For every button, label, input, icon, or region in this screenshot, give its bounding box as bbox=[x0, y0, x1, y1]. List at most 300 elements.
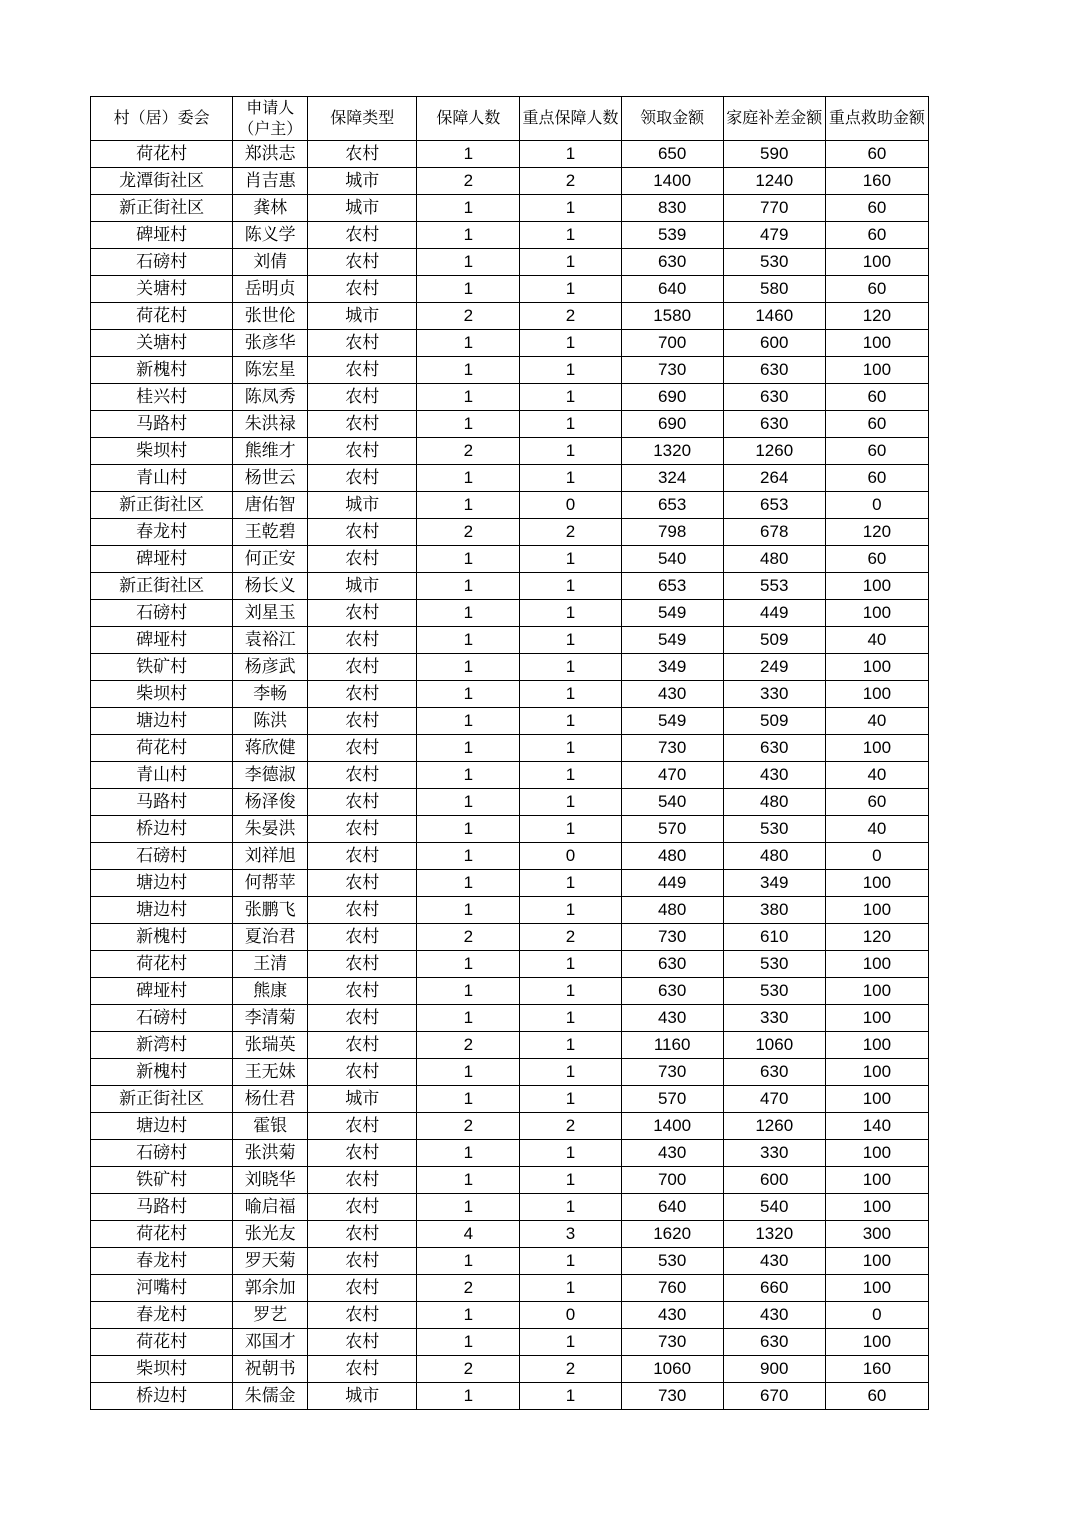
cell-relief: 100 bbox=[825, 1275, 928, 1302]
cell-persons: 1 bbox=[417, 492, 520, 519]
header-key-relief-amount: 重点救助金额 bbox=[825, 97, 928, 141]
table-row bbox=[91, 1113, 929, 1140]
cell-type: 城市 bbox=[308, 195, 417, 222]
cell-village: 铁矿村 bbox=[91, 1167, 233, 1194]
cell-persons: 2 bbox=[417, 924, 520, 951]
table-row bbox=[91, 411, 929, 438]
cell-supplement: 530 bbox=[723, 951, 825, 978]
cell-amount: 630 bbox=[621, 951, 723, 978]
cell-supplement: 430 bbox=[723, 1302, 825, 1329]
cell-applicant: 张洪菊 bbox=[233, 1140, 308, 1167]
cell-persons: 1 bbox=[417, 1329, 520, 1356]
cell-applicant: 邓国才 bbox=[233, 1329, 308, 1356]
cell-type: 农村 bbox=[308, 1248, 417, 1275]
cell-applicant: 罗天菊 bbox=[233, 1248, 308, 1275]
cell-applicant: 张鹏飞 bbox=[233, 897, 308, 924]
cell-relief: 100 bbox=[825, 1086, 928, 1113]
cell-applicant: 朱儒金 bbox=[233, 1383, 308, 1410]
cell-persons: 1 bbox=[417, 654, 520, 681]
cell-type: 农村 bbox=[308, 1005, 417, 1032]
cell-village: 关塘村 bbox=[91, 330, 233, 357]
cell-village: 关塘村 bbox=[91, 276, 233, 303]
header-amount-received: 领取金额 bbox=[621, 97, 723, 141]
cell-relief: 0 bbox=[825, 492, 928, 519]
cell-key-persons: 1 bbox=[520, 1248, 621, 1275]
cell-persons: 1 bbox=[417, 870, 520, 897]
cell-key-persons: 1 bbox=[520, 1383, 621, 1410]
cell-village: 荷花村 bbox=[91, 1221, 233, 1248]
cell-village: 石磅村 bbox=[91, 1140, 233, 1167]
cell-village: 塘边村 bbox=[91, 897, 233, 924]
cell-applicant: 罗艺 bbox=[233, 1302, 308, 1329]
cell-persons: 1 bbox=[417, 357, 520, 384]
cell-relief: 60 bbox=[825, 438, 928, 465]
cell-amount: 730 bbox=[621, 1383, 723, 1410]
table-row bbox=[91, 1302, 929, 1329]
cell-applicant: 李清菊 bbox=[233, 1005, 308, 1032]
cell-village: 新正街社区 bbox=[91, 195, 233, 222]
cell-relief: 100 bbox=[825, 870, 928, 897]
cell-relief: 100 bbox=[825, 681, 928, 708]
cell-type: 城市 bbox=[308, 492, 417, 519]
cell-applicant: 刘祥旭 bbox=[233, 843, 308, 870]
cell-relief: 140 bbox=[825, 1113, 928, 1140]
cell-key-persons: 1 bbox=[520, 141, 621, 168]
cell-applicant: 杨长义 bbox=[233, 573, 308, 600]
cell-amount: 1160 bbox=[621, 1032, 723, 1059]
cell-village: 河嘴村 bbox=[91, 1275, 233, 1302]
cell-village: 荷花村 bbox=[91, 951, 233, 978]
cell-amount: 730 bbox=[621, 1059, 723, 1086]
cell-applicant: 肖吉惠 bbox=[233, 168, 308, 195]
cell-amount: 430 bbox=[621, 1302, 723, 1329]
cell-relief: 40 bbox=[825, 627, 928, 654]
table-row bbox=[91, 627, 929, 654]
cell-type: 农村 bbox=[308, 1140, 417, 1167]
cell-persons: 1 bbox=[417, 1194, 520, 1221]
cell-persons: 2 bbox=[417, 438, 520, 465]
table-row bbox=[91, 1221, 929, 1248]
cell-type: 农村 bbox=[308, 1167, 417, 1194]
cell-applicant: 霍银 bbox=[233, 1113, 308, 1140]
cell-persons: 1 bbox=[417, 735, 520, 762]
cell-type: 城市 bbox=[308, 168, 417, 195]
table-row bbox=[91, 1032, 929, 1059]
cell-applicant: 岳明贞 bbox=[233, 276, 308, 303]
cell-applicant: 刘晓华 bbox=[233, 1167, 308, 1194]
table-row bbox=[91, 1059, 929, 1086]
cell-amount: 324 bbox=[621, 465, 723, 492]
cell-key-persons: 2 bbox=[520, 1356, 621, 1383]
cell-village: 青山村 bbox=[91, 465, 233, 492]
cell-key-persons: 1 bbox=[520, 330, 621, 357]
cell-amount: 570 bbox=[621, 816, 723, 843]
table-row bbox=[91, 1248, 929, 1275]
cell-persons: 2 bbox=[417, 303, 520, 330]
cell-key-persons: 1 bbox=[520, 1032, 621, 1059]
cell-amount: 690 bbox=[621, 384, 723, 411]
table-row bbox=[91, 1383, 929, 1410]
table-row bbox=[91, 465, 929, 492]
cell-type: 农村 bbox=[308, 1221, 417, 1248]
cell-supplement: 249 bbox=[723, 654, 825, 681]
cell-applicant: 刘倩 bbox=[233, 249, 308, 276]
cell-supplement: 530 bbox=[723, 816, 825, 843]
cell-amount: 570 bbox=[621, 1086, 723, 1113]
cell-amount: 480 bbox=[621, 897, 723, 924]
cell-persons: 1 bbox=[417, 1005, 520, 1032]
cell-relief: 100 bbox=[825, 1032, 928, 1059]
cell-applicant: 李畅 bbox=[233, 681, 308, 708]
cell-key-persons: 1 bbox=[520, 654, 621, 681]
cell-type: 农村 bbox=[308, 978, 417, 1005]
cell-type: 农村 bbox=[308, 249, 417, 276]
cell-type: 农村 bbox=[308, 411, 417, 438]
cell-relief: 100 bbox=[825, 249, 928, 276]
cell-supplement: 540 bbox=[723, 1194, 825, 1221]
cell-persons: 1 bbox=[417, 843, 520, 870]
cell-key-persons: 1 bbox=[520, 681, 621, 708]
cell-applicant: 陈义学 bbox=[233, 222, 308, 249]
cell-amount: 480 bbox=[621, 843, 723, 870]
cell-village: 桥边村 bbox=[91, 816, 233, 843]
cell-relief: 100 bbox=[825, 897, 928, 924]
table-row bbox=[91, 546, 929, 573]
cell-amount: 430 bbox=[621, 681, 723, 708]
cell-supplement: 480 bbox=[723, 789, 825, 816]
cell-amount: 830 bbox=[621, 195, 723, 222]
cell-key-persons: 1 bbox=[520, 546, 621, 573]
cell-supplement: 630 bbox=[723, 384, 825, 411]
cell-amount: 540 bbox=[621, 546, 723, 573]
cell-type: 城市 bbox=[308, 1383, 417, 1410]
cell-type: 农村 bbox=[308, 951, 417, 978]
table-row bbox=[91, 789, 929, 816]
cell-applicant: 王清 bbox=[233, 951, 308, 978]
cell-relief: 60 bbox=[825, 411, 928, 438]
table-row bbox=[91, 303, 929, 330]
cell-key-persons: 1 bbox=[520, 816, 621, 843]
cell-applicant: 陈宏星 bbox=[233, 357, 308, 384]
cell-village: 柴坝村 bbox=[91, 438, 233, 465]
cell-relief: 100 bbox=[825, 1059, 928, 1086]
cell-supplement: 480 bbox=[723, 546, 825, 573]
cell-supplement: 678 bbox=[723, 519, 825, 546]
cell-persons: 2 bbox=[417, 1032, 520, 1059]
cell-village: 荷花村 bbox=[91, 1329, 233, 1356]
cell-amount: 640 bbox=[621, 276, 723, 303]
cell-key-persons: 1 bbox=[520, 627, 621, 654]
cell-relief: 100 bbox=[825, 600, 928, 627]
cell-supplement: 264 bbox=[723, 465, 825, 492]
cell-relief: 40 bbox=[825, 762, 928, 789]
table-row bbox=[91, 1194, 929, 1221]
cell-key-persons: 0 bbox=[520, 492, 621, 519]
cell-amount: 730 bbox=[621, 924, 723, 951]
cell-persons: 1 bbox=[417, 1140, 520, 1167]
cell-persons: 1 bbox=[417, 627, 520, 654]
cell-persons: 1 bbox=[417, 465, 520, 492]
cell-amount: 449 bbox=[621, 870, 723, 897]
cell-amount: 1400 bbox=[621, 168, 723, 195]
cell-key-persons: 1 bbox=[520, 438, 621, 465]
cell-key-persons: 2 bbox=[520, 924, 621, 951]
cell-amount: 650 bbox=[621, 141, 723, 168]
cell-applicant: 张光友 bbox=[233, 1221, 308, 1248]
cell-amount: 549 bbox=[621, 708, 723, 735]
cell-supplement: 770 bbox=[723, 195, 825, 222]
cell-type: 农村 bbox=[308, 1356, 417, 1383]
cell-amount: 690 bbox=[621, 411, 723, 438]
cell-amount: 730 bbox=[621, 735, 723, 762]
cell-supplement: 1060 bbox=[723, 1032, 825, 1059]
cell-type: 城市 bbox=[308, 1086, 417, 1113]
cell-village: 新槐村 bbox=[91, 357, 233, 384]
cell-key-persons: 1 bbox=[520, 762, 621, 789]
cell-type: 农村 bbox=[308, 816, 417, 843]
table-row bbox=[91, 276, 929, 303]
cell-relief: 300 bbox=[825, 1221, 928, 1248]
cell-applicant: 陈洪 bbox=[233, 708, 308, 735]
cell-relief: 120 bbox=[825, 924, 928, 951]
cell-amount: 430 bbox=[621, 1005, 723, 1032]
cell-amount: 653 bbox=[621, 492, 723, 519]
table-body bbox=[91, 141, 929, 1410]
cell-amount: 470 bbox=[621, 762, 723, 789]
header-village-committee: 村（居）委会 bbox=[91, 97, 233, 141]
table-row bbox=[91, 654, 929, 681]
table-row bbox=[91, 870, 929, 897]
cell-relief: 60 bbox=[825, 546, 928, 573]
cell-amount: 1320 bbox=[621, 438, 723, 465]
cell-key-persons: 1 bbox=[520, 222, 621, 249]
header-row bbox=[91, 97, 929, 141]
cell-village: 荷花村 bbox=[91, 303, 233, 330]
cell-supplement: 1260 bbox=[723, 1113, 825, 1140]
cell-supplement: 553 bbox=[723, 573, 825, 600]
cell-key-persons: 1 bbox=[520, 1167, 621, 1194]
cell-village: 荷花村 bbox=[91, 141, 233, 168]
cell-amount: 798 bbox=[621, 519, 723, 546]
cell-supplement: 530 bbox=[723, 249, 825, 276]
cell-type: 农村 bbox=[308, 222, 417, 249]
cell-applicant: 刘星玉 bbox=[233, 600, 308, 627]
table-row bbox=[91, 1329, 929, 1356]
cell-village: 春龙村 bbox=[91, 1248, 233, 1275]
cell-village: 春龙村 bbox=[91, 519, 233, 546]
table-row bbox=[91, 951, 929, 978]
cell-relief: 100 bbox=[825, 573, 928, 600]
cell-type: 农村 bbox=[308, 681, 417, 708]
cell-village: 铁矿村 bbox=[91, 654, 233, 681]
cell-type: 农村 bbox=[308, 330, 417, 357]
cell-applicant: 郑洪志 bbox=[233, 141, 308, 168]
table-row bbox=[91, 978, 929, 1005]
cell-village: 石磅村 bbox=[91, 249, 233, 276]
cell-supplement: 630 bbox=[723, 1059, 825, 1086]
cell-amount: 430 bbox=[621, 1140, 723, 1167]
cell-supplement: 630 bbox=[723, 1329, 825, 1356]
table-row bbox=[91, 168, 929, 195]
table-row bbox=[91, 1086, 929, 1113]
cell-type: 农村 bbox=[308, 1329, 417, 1356]
cell-supplement: 480 bbox=[723, 843, 825, 870]
cell-supplement: 1260 bbox=[723, 438, 825, 465]
cell-amount: 530 bbox=[621, 1248, 723, 1275]
cell-type: 农村 bbox=[308, 627, 417, 654]
cell-persons: 1 bbox=[417, 195, 520, 222]
cell-relief: 100 bbox=[825, 330, 928, 357]
table-row bbox=[91, 222, 929, 249]
cell-persons: 1 bbox=[417, 681, 520, 708]
cell-applicant: 杨彦武 bbox=[233, 654, 308, 681]
cell-relief: 100 bbox=[825, 978, 928, 1005]
cell-type: 农村 bbox=[308, 897, 417, 924]
cell-key-persons: 1 bbox=[520, 951, 621, 978]
cell-persons: 1 bbox=[417, 1302, 520, 1329]
cell-type: 农村 bbox=[308, 357, 417, 384]
cell-relief: 60 bbox=[825, 789, 928, 816]
cell-type: 农村 bbox=[308, 384, 417, 411]
cell-amount: 540 bbox=[621, 789, 723, 816]
table-row bbox=[91, 249, 929, 276]
cell-type: 农村 bbox=[308, 1113, 417, 1140]
cell-relief: 60 bbox=[825, 384, 928, 411]
cell-relief: 100 bbox=[825, 654, 928, 681]
cell-supplement: 470 bbox=[723, 1086, 825, 1113]
cell-relief: 160 bbox=[825, 168, 928, 195]
cell-key-persons: 1 bbox=[520, 249, 621, 276]
cell-supplement: 430 bbox=[723, 1248, 825, 1275]
cell-persons: 1 bbox=[417, 789, 520, 816]
table-row bbox=[91, 438, 929, 465]
cell-applicant: 袁裕江 bbox=[233, 627, 308, 654]
cell-key-persons: 1 bbox=[520, 1140, 621, 1167]
cell-persons: 1 bbox=[417, 1059, 520, 1086]
cell-relief: 60 bbox=[825, 141, 928, 168]
cell-key-persons: 1 bbox=[520, 897, 621, 924]
cell-key-persons: 1 bbox=[520, 978, 621, 1005]
cell-key-persons: 3 bbox=[520, 1221, 621, 1248]
cell-relief: 100 bbox=[825, 1248, 928, 1275]
cell-applicant: 何正安 bbox=[233, 546, 308, 573]
cell-relief: 120 bbox=[825, 519, 928, 546]
cell-supplement: 660 bbox=[723, 1275, 825, 1302]
cell-amount: 539 bbox=[621, 222, 723, 249]
cell-relief: 60 bbox=[825, 276, 928, 303]
cell-key-persons: 1 bbox=[520, 1329, 621, 1356]
cell-key-persons: 1 bbox=[520, 276, 621, 303]
cell-applicant: 夏治君 bbox=[233, 924, 308, 951]
cell-persons: 1 bbox=[417, 1383, 520, 1410]
cell-applicant: 何帮苹 bbox=[233, 870, 308, 897]
cell-key-persons: 1 bbox=[520, 870, 621, 897]
table-row bbox=[91, 384, 929, 411]
cell-supplement: 600 bbox=[723, 330, 825, 357]
cell-applicant: 杨泽俊 bbox=[233, 789, 308, 816]
cell-village: 塘边村 bbox=[91, 708, 233, 735]
cell-supplement: 430 bbox=[723, 762, 825, 789]
cell-type: 城市 bbox=[308, 303, 417, 330]
cell-relief: 100 bbox=[825, 1005, 928, 1032]
cell-applicant: 熊维才 bbox=[233, 438, 308, 465]
cell-key-persons: 1 bbox=[520, 1086, 621, 1113]
cell-village: 龙潭街社区 bbox=[91, 168, 233, 195]
cell-supplement: 330 bbox=[723, 681, 825, 708]
cell-persons: 1 bbox=[417, 222, 520, 249]
cell-type: 农村 bbox=[308, 870, 417, 897]
table-row bbox=[91, 897, 929, 924]
header-family-supplement: 家庭补差金额 bbox=[723, 97, 825, 141]
cell-key-persons: 1 bbox=[520, 1059, 621, 1086]
cell-type: 农村 bbox=[308, 519, 417, 546]
cell-persons: 2 bbox=[417, 168, 520, 195]
cell-applicant: 唐佑智 bbox=[233, 492, 308, 519]
cell-village: 石磅村 bbox=[91, 843, 233, 870]
table-row bbox=[91, 1140, 929, 1167]
table-row bbox=[91, 195, 929, 222]
cell-persons: 2 bbox=[417, 1356, 520, 1383]
cell-amount: 1400 bbox=[621, 1113, 723, 1140]
cell-key-persons: 1 bbox=[520, 789, 621, 816]
cell-persons: 1 bbox=[417, 249, 520, 276]
cell-key-persons: 2 bbox=[520, 519, 621, 546]
cell-persons: 1 bbox=[417, 708, 520, 735]
cell-applicant: 祝朝书 bbox=[233, 1356, 308, 1383]
cell-village: 塘边村 bbox=[91, 1113, 233, 1140]
cell-relief: 60 bbox=[825, 222, 928, 249]
cell-village: 马路村 bbox=[91, 789, 233, 816]
cell-type: 农村 bbox=[308, 276, 417, 303]
cell-village: 荷花村 bbox=[91, 735, 233, 762]
cell-supplement: 1320 bbox=[723, 1221, 825, 1248]
cell-supplement: 610 bbox=[723, 924, 825, 951]
cell-village: 碑垭村 bbox=[91, 546, 233, 573]
cell-relief: 0 bbox=[825, 1302, 928, 1329]
cell-supplement: 349 bbox=[723, 870, 825, 897]
table-row bbox=[91, 357, 929, 384]
cell-key-persons: 1 bbox=[520, 600, 621, 627]
cell-supplement: 1460 bbox=[723, 303, 825, 330]
cell-supplement: 330 bbox=[723, 1005, 825, 1032]
cell-supplement: 330 bbox=[723, 1140, 825, 1167]
cell-supplement: 509 bbox=[723, 708, 825, 735]
cell-relief: 60 bbox=[825, 195, 928, 222]
cell-village: 新正街社区 bbox=[91, 573, 233, 600]
cell-type: 农村 bbox=[308, 1032, 417, 1059]
cell-supplement: 600 bbox=[723, 1167, 825, 1194]
cell-village: 碑垭村 bbox=[91, 222, 233, 249]
cell-supplement: 630 bbox=[723, 357, 825, 384]
cell-relief: 160 bbox=[825, 1356, 928, 1383]
cell-village: 柴坝村 bbox=[91, 681, 233, 708]
cell-village: 马路村 bbox=[91, 411, 233, 438]
cell-amount: 730 bbox=[621, 357, 723, 384]
cell-relief: 60 bbox=[825, 1383, 928, 1410]
cell-village: 桂兴村 bbox=[91, 384, 233, 411]
cell-village: 碑垭村 bbox=[91, 627, 233, 654]
cell-applicant: 郭余加 bbox=[233, 1275, 308, 1302]
cell-amount: 760 bbox=[621, 1275, 723, 1302]
cell-applicant: 朱洪禄 bbox=[233, 411, 308, 438]
cell-amount: 549 bbox=[621, 627, 723, 654]
table-row bbox=[91, 1356, 929, 1383]
cell-supplement: 449 bbox=[723, 600, 825, 627]
cell-key-persons: 2 bbox=[520, 1113, 621, 1140]
cell-supplement: 630 bbox=[723, 411, 825, 438]
table-row bbox=[91, 843, 929, 870]
cell-amount: 640 bbox=[621, 1194, 723, 1221]
